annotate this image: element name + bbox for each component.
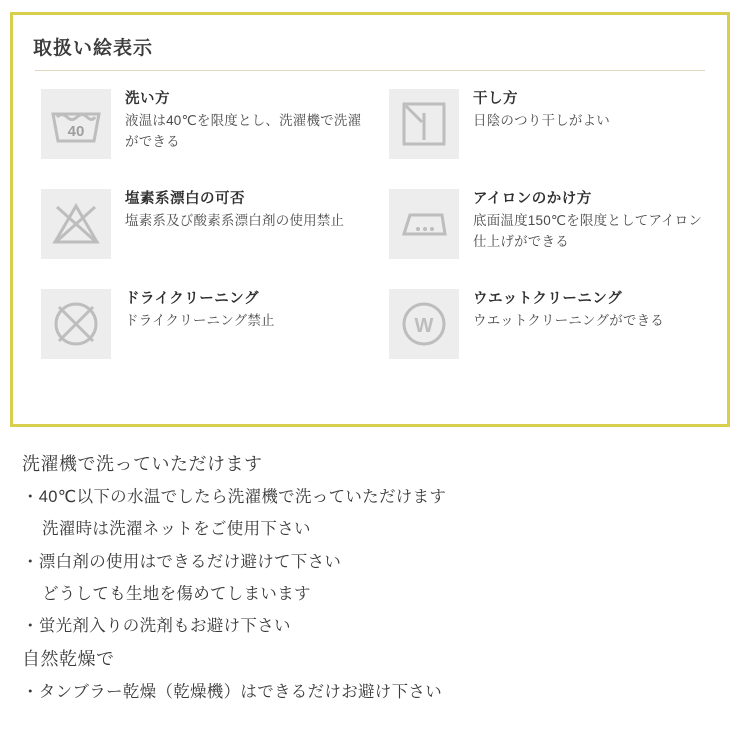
care-text-iron	[459, 185, 711, 253]
no-dry-clean-icon	[41, 289, 111, 359]
care-desc: 液温は40℃を限度とし、洗濯機で洗濯ができる	[125, 112, 362, 149]
care-symbol-grid	[13, 79, 727, 381]
care-desc: 日陰のつり干しがよい	[473, 112, 610, 128]
washtub-40-icon	[41, 89, 111, 159]
svg-text:W: W	[414, 315, 434, 337]
care-text-wetclean	[459, 285, 664, 332]
care-label: アイロンのかけ方	[473, 191, 592, 207]
notes-heading-drying: 自然乾燥で	[22, 649, 115, 670]
care-label: 洗い方	[125, 91, 170, 107]
wet-clean-w-icon	[389, 289, 459, 359]
no-bleach-icon	[41, 189, 111, 259]
notes-heading-washing: 洗濯機で洗っていただけます	[22, 454, 263, 474]
care-text-dryclean	[111, 285, 275, 332]
care-text-wash	[111, 85, 363, 153]
title-divider	[35, 70, 705, 71]
care-label: 干し方	[473, 91, 518, 107]
iron-150-icon	[389, 189, 459, 259]
notes-line: ・漂白剤の使用はできるだけ避けて下さい	[22, 552, 342, 571]
care-item-dryclean	[25, 281, 369, 381]
care-desc: ウエットクリーニングができる	[473, 312, 664, 328]
care-label: ウエットクリーニング	[473, 291, 623, 307]
care-item-wetclean	[373, 281, 717, 381]
care-label: ドライクリーニング	[125, 291, 259, 307]
care-item-iron	[373, 181, 717, 281]
care-desc: 底面温度150℃を限度としてアイロン仕上げができる	[473, 212, 703, 249]
care-item-wash	[25, 81, 369, 181]
notes-line: ・40℃以下の水温でしたら洗濯機で洗っていただけます	[22, 488, 447, 507]
care-desc: 塩素系及び酸素系漂白剤の使用禁止	[125, 212, 345, 228]
care-notes	[22, 447, 722, 708]
drip-dry-in-shade-icon	[389, 89, 459, 159]
care-section-title: 取扱い絵表示	[33, 38, 154, 59]
wash-temp-text: 40	[67, 123, 85, 140]
care-label: 塩素系漂白の可否	[125, 191, 245, 207]
notes-line: どうしても生地を傷めてしまいます	[42, 584, 311, 603]
care-text-bleach	[111, 185, 344, 232]
care-item-bleach	[25, 181, 369, 281]
care-item-dry	[373, 81, 717, 181]
notes-line: 洗濯時は洗濯ネットをご使用下さい	[42, 520, 311, 539]
care-symbols-card	[10, 12, 730, 427]
notes-line: ・タンブラー乾燥（乾燥機）はできるだけお避け下さい	[22, 683, 442, 702]
notes-line: ・蛍光剤入りの洗剤もお避け下さい	[22, 616, 291, 635]
care-text-dry	[459, 85, 610, 132]
care-desc: ドライクリーニング禁止	[125, 312, 275, 328]
